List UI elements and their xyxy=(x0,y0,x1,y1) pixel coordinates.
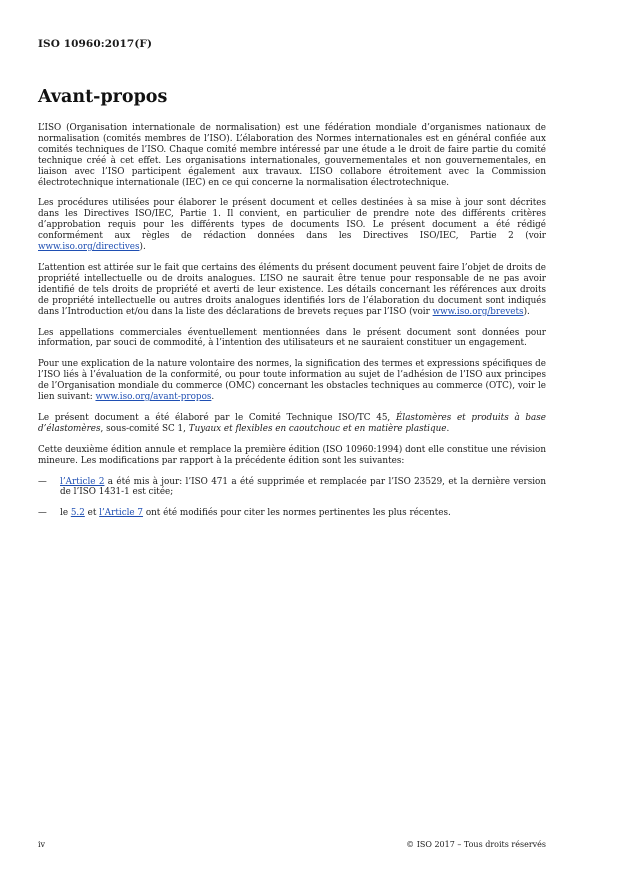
foreword-link[interactable]: www.iso.org/avant-propos xyxy=(95,392,212,403)
foreword-body xyxy=(38,123,546,529)
document-id: ISO 10960:2017(F) xyxy=(38,38,153,50)
paragraph-3-end: ). xyxy=(523,306,530,317)
article-2-link[interactable]: l’Article 2 xyxy=(60,476,105,487)
directives-link[interactable]: www.iso.org/directives xyxy=(38,242,140,253)
paragraph-3-text: L’attention est attirée sur le fait que certains des éléments du présent document peuvent faire l’objet de droits de propriété intellectuelle ou de droits analogues. L’ISO ne saurait être tenue pour responsable de ne pas avoir identifié de tels droits de propriété et averti de leur existence. Les détails concernant les références aux droits de propriété intellectuelle ou autres droits analogues identifiés lors de l’élaboration du document sont indiqués dans l’Introduction et/ou dans la liste des déclarations de brevets reçues par l’ISO (voir xyxy=(38,262,546,317)
page-footer xyxy=(38,840,546,849)
paragraph-6-text-2: , sous-comité SC 1, xyxy=(100,423,189,434)
paragraph-6 xyxy=(38,413,546,435)
list-item-text: a été mis à jour: l’ISO 471 a été supprimée et remplacée par l’ISO 23529, et la dernière version de l’ISO 1431-1 est citée; xyxy=(60,476,546,498)
clause-5-2-link[interactable]: 5.2 xyxy=(70,508,85,519)
list-item-text: ont été modifiés pour citer les normes pertinentes les plus récentes. xyxy=(143,508,451,519)
copyright-notice: © ISO 2017 – Tous droits réservés xyxy=(406,840,546,849)
subcommittee-title: Tuyaux et flexibles en caoutchouc et en matière plastique xyxy=(188,423,447,434)
paragraph-2-text: Les procédures utilisées pour élaborer le présent document et celles destinées à sa mise à jour sont décrites dans les Directives ISO/IEC, Partie 1. Il convient, en particulier de prendre note des différents critères d’approbation requis pour les différents types de documents ISO. Le présent document a été rédigé conformément aux règles de rédaction données dans les Directives ISO/IEC, Partie 2 (voir xyxy=(38,198,546,242)
paragraph-1: L’ISO (Organisation internationale de normalisation) est une fédération mondiale d’organismes nationaux de normalisation (comités membres de l’ISO). L’élaboration des Normes internationales est en général confiée aux comités techniques de l’ISO. Chaque comité membre intéressé par une étude a le droit de faire partie du comité technique créé à cet effet. Les organisations internationales, gouvernementales et non gouvernementales, en liaison avec l’ISO participent également aux travaux. L’ISO collabore étroitement avec la Commission électrotechnique internationale (IEC) en ce qui concerne la normalisation électrotechnique. xyxy=(38,123,546,188)
list-item xyxy=(38,508,546,519)
paragraph-3 xyxy=(38,263,546,318)
list-dash: — xyxy=(38,508,47,519)
paragraph-4: Les appellations commerciales éventuellement mentionnées dans le présent document sont données pour information, par souci de commodité, à l’intention des utilisateurs et ne sauraient constituer un engagement. xyxy=(38,327,546,349)
article-7-link[interactable]: l’Article 7 xyxy=(99,508,144,519)
paragraph-2 xyxy=(38,198,546,253)
list-dash: — xyxy=(38,476,47,487)
paragraph-5-end: . xyxy=(211,392,215,403)
paragraph-5-text: Pour une explication de la nature volontaire des normes, la signification des termes et expressions spécifiques de l’ISO liés à l’évaluation de la conformité, ou pour toute information au sujet de l’adhésion de l’ISO aux principes de l’Organisation mondiale du commerce (OMC) concernant les obstacles techniques au commerce (OTC), voir le lien suivant: xyxy=(38,359,546,403)
paragraph-5 xyxy=(38,359,546,403)
paragraph-2-end: ). xyxy=(139,242,146,253)
paragraph-6-text-1: Le présent document a été élaboré par le Comité Technique ISO/TC 45, xyxy=(38,412,396,423)
page-number: iv xyxy=(38,840,46,849)
page-title: Avant-propos xyxy=(38,87,168,107)
paragraph-7: Cette deuxième édition annule et remplace la première édition (ISO 10960:1994) dont elle constitue une révision mineure. Les modifications par rapport à la précédente édition sont les suivantes: xyxy=(38,444,546,466)
patents-link[interactable]: www.iso.org/brevets xyxy=(432,306,524,317)
list-item-mid: et xyxy=(84,508,100,519)
list-item xyxy=(38,477,546,499)
paragraph-6-end: . xyxy=(446,423,450,434)
list-item-prefix: le xyxy=(60,508,71,519)
committee-title: Élastomères et produits à base d’élastomères xyxy=(38,412,546,434)
